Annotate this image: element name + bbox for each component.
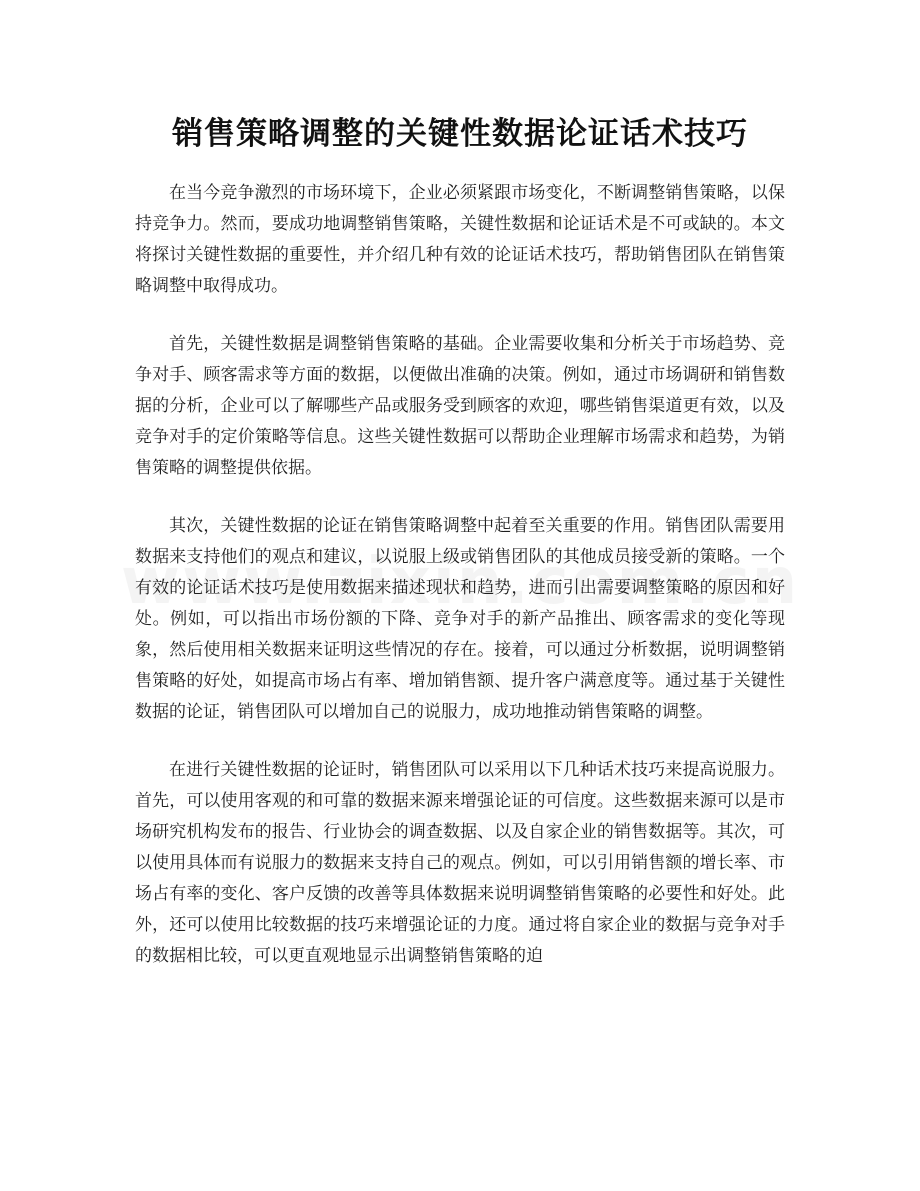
paragraph-2: 首先，关键性数据是调整销售策略的基础。企业需要收集和分析关于市场趋势、竞争对手、顾客需求等方面的数据，以便做出准确的决策。例如，通过市场调研和销售数据的分析，企业可以了解哪些产品或服务受到顾客的欢迎，哪些销售渠道更有效，以及竞争对手的定价策略等信息。这些关键性数据可以帮助企业理解市场需求和趋势，为销售策略的调整提供依据。 (135, 334, 785, 478)
document-body (135, 178, 785, 999)
page-title: 销售策略调整的关键性数据论证话术技巧 (172, 116, 748, 152)
paragraph-3: 其次，关键性数据的论证在销售策略调整中起着至关重要的作用。销售团队需要用数据来支持他们的观点和建议，以说服上级或销售团队的其他成员接受新的策略。一个有效的论证话术技巧是使用数据来描述现状和趋势，进而引出需要调整策略的原因和好处。例如，可以指出市场份额的下降、竞争对手的新产品推出、顾客需求的变化等现象，然后使用相关数据来证明这些情况的存在。接着，可以通过分析数据，说明调整销售策略的好处，如提高市场占有率、增加销售额、提升客户满意度等。通过基于关键性数据的论证，销售团队可以增加自己的说服力，成功地推动销售策略的调整。 (135, 516, 785, 722)
paragraph-1: 在当今竞争激烈的市场环境下，企业必须紧跟市场变化，不断调整销售策略，以保持竞争力。然而，要成功地调整销售策略，关键性数据和论证话术是不可或缺的。本文将探讨关键性数据的重要性，并介绍几种有效的论证话术技巧，帮助销售团队在销售策略调整中取得成功。 (135, 183, 785, 296)
paragraph-4: 在进行关键性数据的论证时，销售团队可以采用以下几种话术技巧来提高说服力。首先，可以使用客观的和可靠的数据来源来增强论证的可信度。这些数据来源可以是市场研究机构发布的报告、行业协会的调查数据、以及自家企业的销售数据等。其次，可以使用具体而有说服力的数据来支持自己的观点。例如，可以引用销售额的增长率、市场占有率的变化、客户反馈的改善等具体数据来说明调整销售策略的必要性和好处。此外，还可以使用比较数据的技巧来增强论证的力度。通过将自家企业的数据与竞争对手的数据相比较，可以更直观地显示出调整销售策略的迫 (135, 760, 785, 966)
